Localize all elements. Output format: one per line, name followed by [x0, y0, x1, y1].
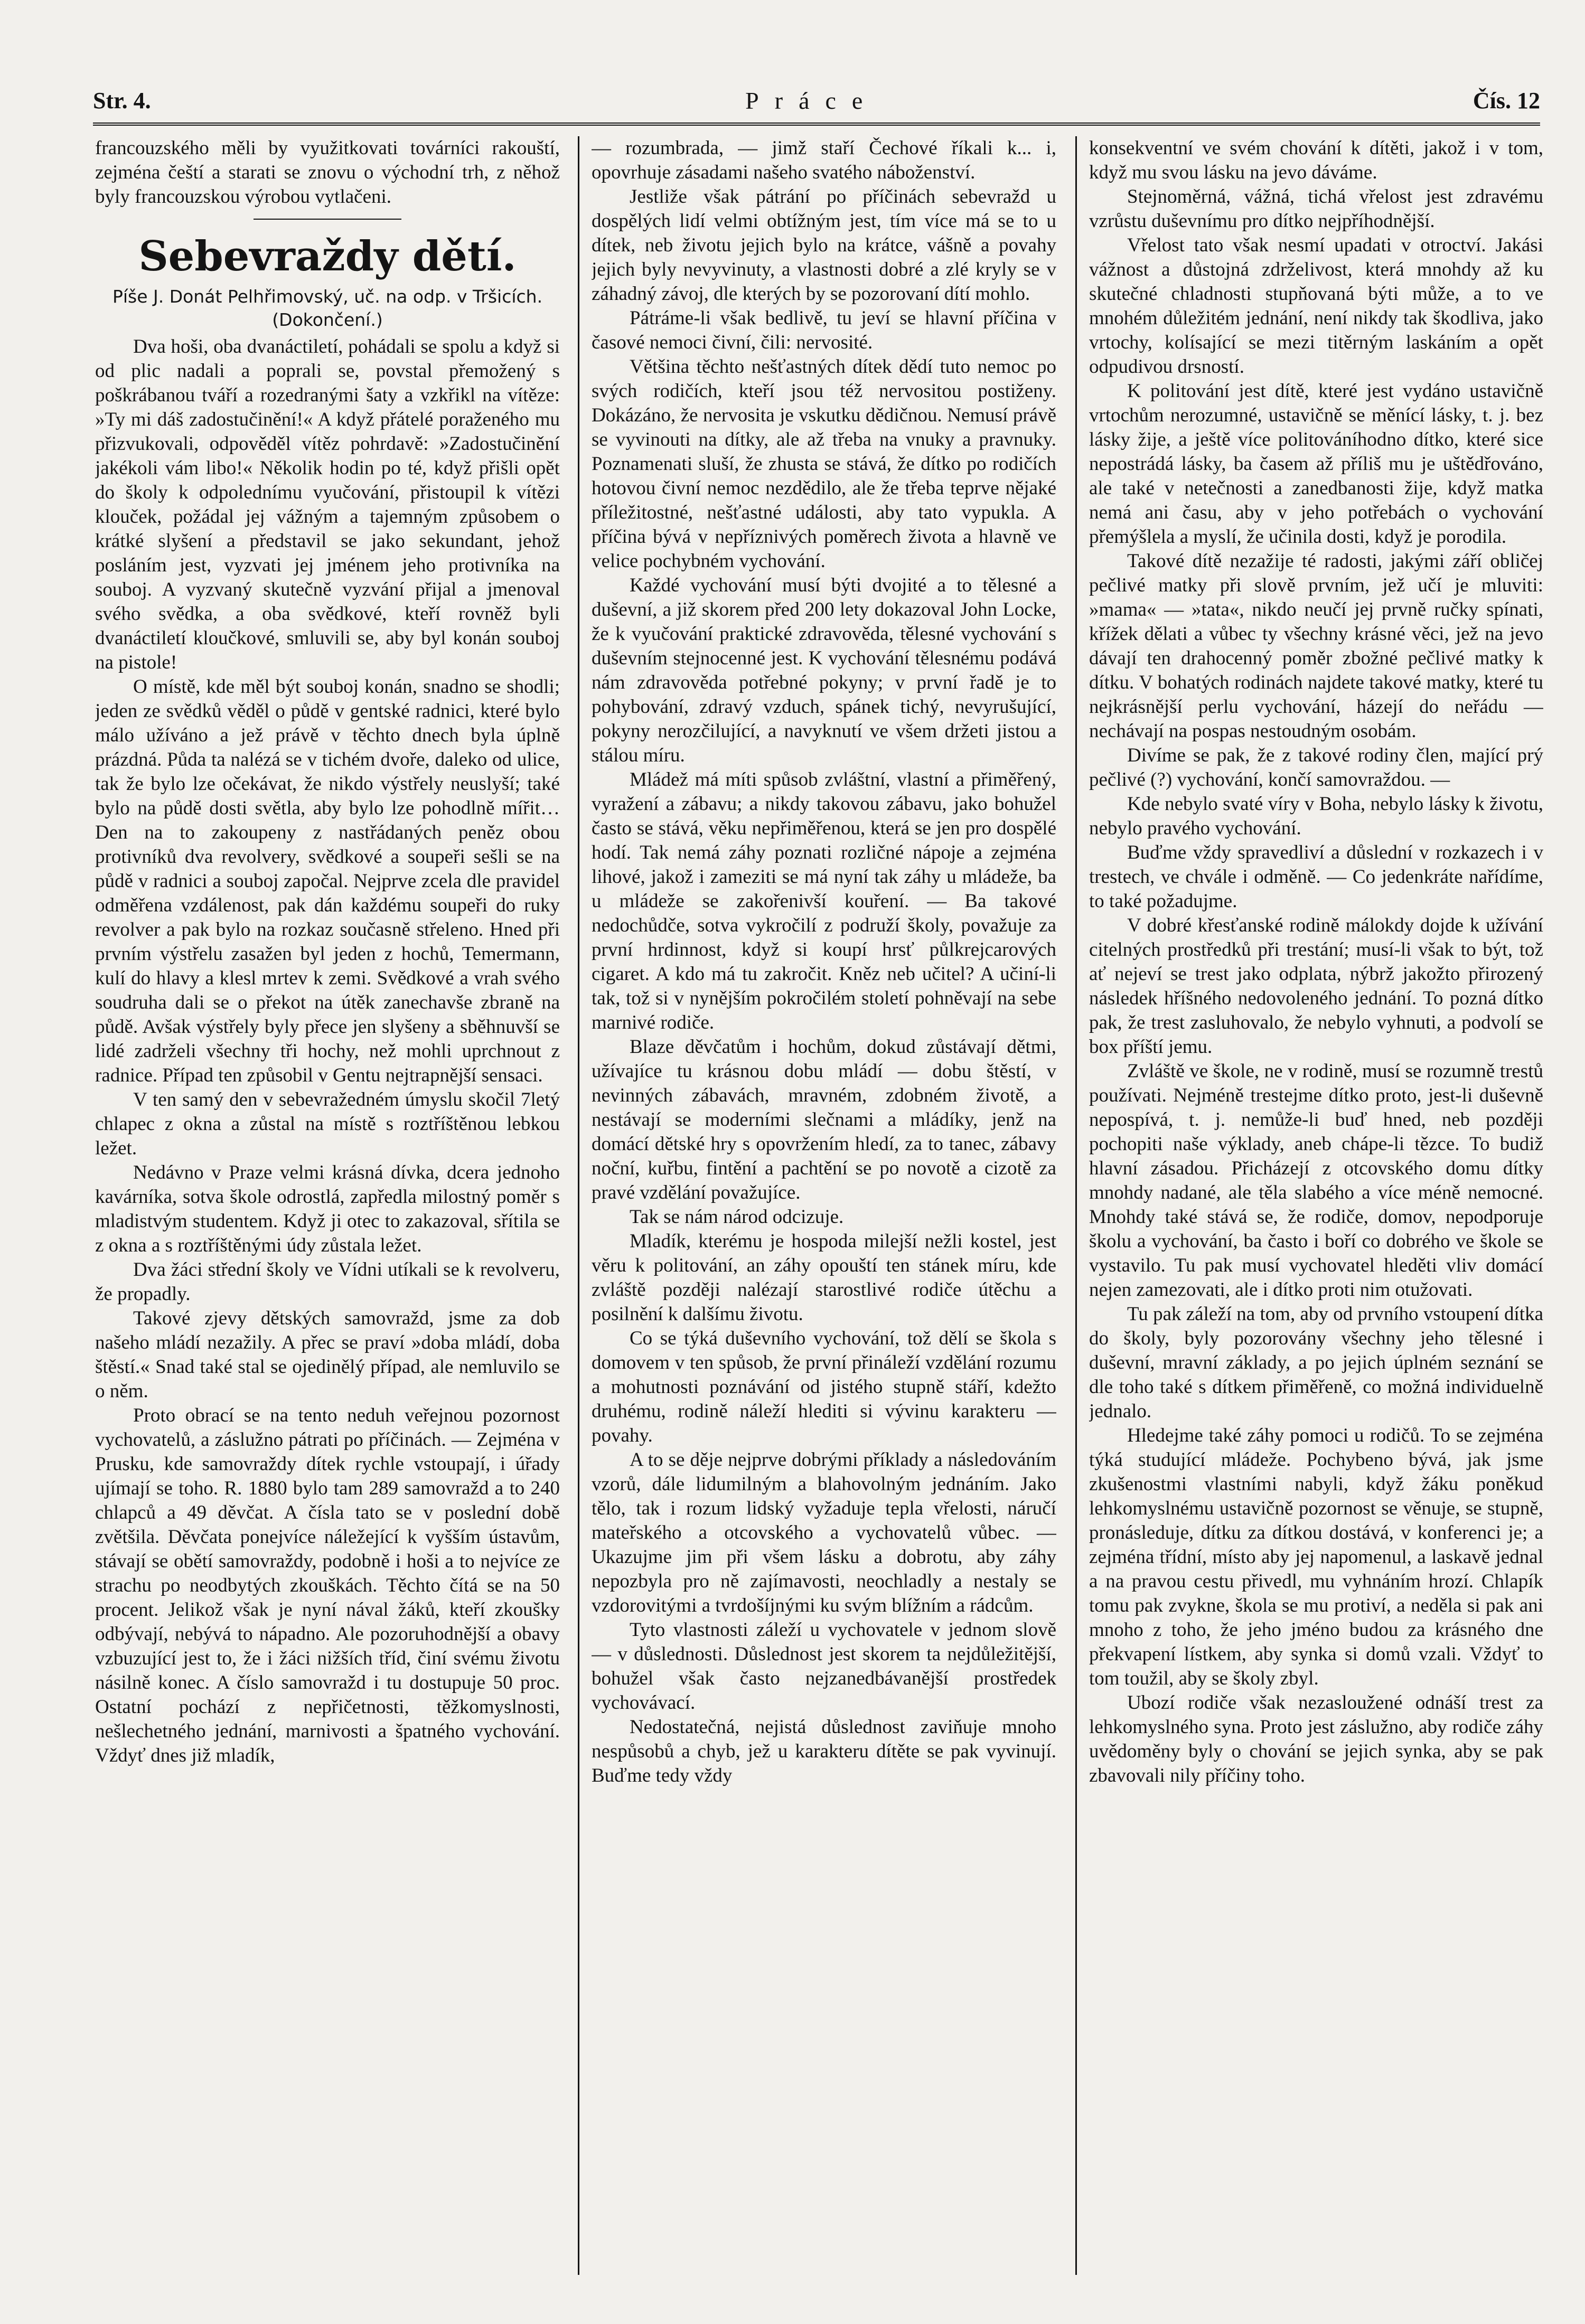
paragraph: Mládež má míti spůsob zvláštní, vlastní a přiměřený, vyražení a zábavu; a nikdy takovou zábavu, jako bohužel často se stává, věku nepřiměřenou, která se jen pro dospělé hodí. Tak nemá záhy poznati rozličné nápoje a zejména lihové, jakož i zameziti se má nyní tak záhy u mládeže, ba u mládeže se zakořenivší kouření. — Ba takové nedochůdče, sotva vykročilí z podruží školy, považuje za první hrdinnost, když si koupí hrsť půlkrejcarových cigaret. A kdo má tu zakročit. Kněz neb učitel? A učiní-li tak, tož si v nynějším pokročilém století pohněvají na sebe marnivé rodiče. [592, 769, 1056, 1033]
paragraph: Jestliže však pátrání po příčinách sebevražd u dospělých lidí velmi obtížným jest, tím více má se to u dítek, neb životu jejich bylo na krátce, vášně a povahy jejich byly nevyvinuty, a vlastnosti dobré a zlé kryly se v záhadný závoj, dle kterých by se pozorovaní dítí mohlo. [592, 186, 1056, 305]
newspaper-title: Práce [745, 87, 879, 114]
paragraph: Takové zjevy dětských samovražd, jsme za dob našeho mládí nezažily. A přec se praví »doba mládí, doba štěstí.« Snad také stal se ojedinělý případ, ale nemluvilo se o něm. [95, 1307, 560, 1402]
article-separator [254, 219, 401, 220]
paragraph: Dva žáci střední školy ve Vídni utíkali se k revolveru, že propadly. [95, 1259, 560, 1305]
paragraph: Divíme se pak, že z takové rodiny člen, mající prý pečlivé (?) vychování, končí samovraždou. — [1089, 745, 1543, 791]
paragraph: Nedávno v Praze velmi krásná dívka, dcera jednoho kavárníka, sotva škole odrostlá, zapředla milostný poměr s mladistvým studentem. Když ji otec to zakazoval, sřítila se z okna a s roztříštěnými údy zůstala ležet. [95, 1162, 560, 1256]
paragraph: Pátráme-li však bedlivě, tu jeví se hlavní příčina v časové nemoci čivní, čili: nervosité. [592, 307, 1056, 353]
paragraph: Proto obrací se na tento neduh veřejnou pozornost vychovatelů, a záslužno pátrati po příčinách. — Zejména v Prusku, kde samovraždy dítek rychle vstoupají, i úřady ujímají se toho. R. 1880 bylo tam 289 samovražd a to 240 chlapců a 49 děvčat. A čísla tato se v poslední době zvětšila. Děvčata ponejvíce náležející k vyšším ústavům, stávají se obětí samovraždy, podobně i hoši a to nejvíce ze strachu po neodbytých zkouškách. Těchto čítá se na 50 procent. Jelikož však je nyní nával žáků, kteří zkoušky odbývají, nebývá to nápadno. Ale pozoruhodnější a obavy vzbuzující jest to, že i žáci nižších tříd, činí svému životu násilně konec. A číslo samovražd i tu dostupuje 50 proc. Ostatní pochází z nepřičetnosti, těžkomyslnosti, nešlechetného jednání, marnivosti a špatného vychování. Vždyť dnes již mladík, [95, 1405, 560, 1766]
paragraph: A to se děje nejprve dobrými příklady a následováním vzorů, dále lidumilným a blahovolným jednáním. Jako tělo, tak i rozum lidský vyžaduje tepla vřelosti, náručí mateřského a otcovského a vychovatelů vůbec. — Ukazujme jim při všem lásku a dobrotu, aby záhy nepozbyla pro ně zajímavosti, neochladly a nestaly se vzdorovitými a tvrdošíjnými ku svým blížním a rádcům. [592, 1449, 1056, 1616]
page-number: Str. 4. [93, 87, 151, 114]
paragraph: Vřelost tato však nesmí upadati v otroctví. Jakási vážnost a důstojná zdrželivost, která mnohdy až ku skutečné chladnosti stupňovaná býti může, a to ve mnohém důležitém jednání, není nikdy tak škodliva, jako vrtochy, kolísající se mezi titěrným laskáním a opět odpudivou drsností. [1089, 234, 1543, 378]
paragraph: Nedostatečná, nejistá důslednost zaviňuje mnoho nespůsobů a chyb, jež u karakteru dítěte se pak vyvinují. Buďme tedy vždy [592, 1716, 1056, 1786]
paragraph: Stejnoměrná, vážná, tichá vřelost jest zdravému vzrůstu duševnímu pro dítko nejpříhodnější. [1089, 186, 1543, 232]
issue-number: Čís. 12 [1473, 87, 1540, 114]
paragraph: konsekventní ve svém chování k dítěti, jakož i v tom, když mu svou lásku na jevo dáváme. [1089, 137, 1543, 183]
column-1 [95, 136, 560, 2280]
paragraph: Tyto vlastnosti záleží u vychovatele v jednom slově — v důslednosti. Důslednost jest skorem ta nejdůležitější, bohužel však často nejzanedbávanější prostředek vychovávací. [592, 1619, 1056, 1714]
column-divider [578, 136, 579, 2275]
column-2 [592, 136, 1056, 2280]
article-byline: Píše J. Donát Pelhřimovský, uč. na odp. v Tršicích. [112, 286, 543, 307]
intro-paragraph: francouzského měli by využitkovati továrníci rakouští, zejména čeští a starati se znovu o východní trh, z něhož byly francouzskou výrobou vytlačeni. [95, 137, 560, 208]
column-3 [1089, 136, 1543, 2280]
paragraph: Každé vychování musí býti dvojité a to tělesné a duševní, a již skorem před 200 lety dokazoval John Locke, že k vyučování praktické zdravověda, tělesné vychování s duševním stejnocenné jest. K vychování tělesnému podává nám zdravověda potřebné pokyny; v první řadě je to pohybování, zdravý vzduch, spánek tichý, nevyrušující, pokyny nerozčilující, a navyknutí ve všem držeti jistou a stálou míru. [592, 575, 1056, 766]
paragraph: Ubozí rodiče však nezasloužené odnáší trest za lehkomyslného syna. Proto jest záslužno, aby rodiče záhy uvědoměny byly o chování se jejich synka, aby se pak zbavovali nily příčiny toho. [1089, 1692, 1543, 1786]
paragraph: Buďme vždy spravedliví a důslední v rozkazech i v trestech, ve chvále i odměně. — Co jedenkráte nařídíme, to také požadujme. [1089, 842, 1543, 912]
paragraph: Kde nebylo svaté víry v Boha, nebylo lásky k životu, nebylo pravého vychování. [1089, 793, 1543, 839]
paragraph: V ten samý den v sebevražedném úmyslu skočil 7letý chlapec z okna a zůstal na místě s roztříštěnou lebkou ležet. [95, 1089, 560, 1159]
paragraph: Co se týká duševního vychování, tož dělí se škola s domovem v ten spůsob, že první přináleží vzdělání rozumu a mohutnosti poznávání od jistého stupně stáří, kdežto druhému, rodině náleží hlediti si vývinu karakteru — povahy. [592, 1328, 1056, 1446]
paragraph: Tak se nám národ odcizuje. [630, 1206, 844, 1228]
page-header [93, 79, 1540, 121]
continuation-note: (Dokončení.) [272, 309, 383, 330]
header-rule [93, 123, 1540, 126]
paragraph: Takové dítě nezažije té radosti, jakými září obličej pečlivé matky při slově prvním, jež učí je mluviti: »mama« — »tata«, nikdo neučí jej prvně ručky spínati, křížek dělati a vůbec ty všechny krásné věci, jež na jevo dávají ten drahocenný poměr zbožné pečlivé matky k dítku. V bohatých rodinách najdete takové matky, které tu nejkrásnější perlu vychování, házejí do neřádu — nechávají na pospas nestoudným osobám. [1089, 550, 1543, 742]
paragraph: Zvláště ve škole, ne v rodině, musí se rozumně trestů používati. Nejméně trestejme dítko proto, jest-li duševně nepospívá, t. j. nemůže-li buď hned, neb později pochopiti naše výklady, aneb chápe-li tězce. To budiž hlavní zásadou. Přicházejí z otcovského domu dítky mnohdy nadané, ale těla slabého a více méně nemocné. Mnohdy také stává se, že rodiče, domov, nepodporuje školu a vychování, ba často i boří co dobrého ve škole se vystavilo. Tu pak musí vychovatel hleděti vliv domácí nejen zamezovati, ale i dítko proti nim otužovati. [1089, 1060, 1543, 1301]
paragraph: Tu pak záleží na tom, aby od prvního vstoupení dítka do školy, byly pozorovány všechny jeho tělesné i duševní, mravní základy, a po jejich úplném seznání se dle toho také s dítkem přiměřeně, co možná individuelně jednalo. [1089, 1303, 1543, 1422]
paragraph: — rozumbrada, — jimž staří Čechové říkali k... i, opovrhuje zásadami našeho svatého náboženství. [592, 137, 1056, 183]
article-title: Sebevraždy dětí. [138, 232, 517, 280]
paragraph: Dva hoši, oba dvanáctiletí, pohádali se spolu a když si od plic nadali a poprali se, povstal přemožený s poškrábanou tváří a rozedranými šaty a vzkřikl na vítěze: »Ty mi dáš zadostučinění!« A když přátelé poraženého mu přizvukovali, odpověděl vítěz pohrdavě: »Zadostučinění jakékoli vám libo!« Několik hodin po té, když přišli opět do školy k odpolednímu vyučování, přistoupil k vítězi klouček, požádal jej vážným a tajemným způsobem o krátké slyšení a představil se jako sekundant, jehož posláním jest, vyzvati jej jménem jeho protivníka na souboj. A vyzvaný skutečně vyzvání přijal a jmenoval svého svědka, a oba svědkové, kteří rovněž byli dvanáctiletí kloučkové, smluvili se, aby byl konán souboj na pistole! [95, 336, 560, 673]
paragraph: Mladík, kterému je hospoda milejší nežli kostel, jest věru k politování, an záhy opouští ten stánek míru, kde zvláště později nalézají starostlivé rodiče útěchu a posilnění k dalšímu životu. [592, 1230, 1056, 1325]
paragraph: K politování jest dítě, které jest vydáno ustavičně vrtochům nerozumné, ustavičně se měnící lásky, t. j. bez lásky žije, a ještě více politováníhodno dítko, které sice nepostrádá lásky, ba časem až příliš mu je uštědřováno, ale také v netečnosti a zanedbanosti žije, když matka nemá ani času, aby v jeho potřebách o vychování přemýšlela a myslí, že učinila dosti, když je porodila. [1089, 380, 1543, 548]
column-divider [1075, 136, 1077, 2275]
paragraph: V dobré křesťanské rodině málokdy dojde k užívání citelných prostředků při trestání; musí-li však to být, tož ať nejeví se trest jako odplata, nýbrž jakožto přirozený následek hříšného nedovoleného jednání. To pozná dítko pak, že trest zasluhovalo, že nebylo vyhnuti, a podvolí se box příští jemu. [1089, 915, 1543, 1058]
paragraph: Hledejme také záhy pomoci u rodičů. To se zejména týká studující mládeže. Pochybeno bývá, jak jsme zkušenostmi vlastními nabyli, když žáku poněkud lehkomyslnému ustavičně pozornost se věnuje, se stupně, pronásleduje, dítku za dítkou dostává, v konferenci je; a zejména třídní, místo aby jej napomenul, a laskavě jednal a na pravou cestu přivedl, mu vyhnáním hrozí. Chlapík tomu pak zvykne, škola se mu protiví, a neděla si pak ani mnoho z toho, že jeho jméno budou za krásného dne překvapení lístkem, aby synka si domů vzali. Vždyť to tom toužil, aby se školy zbyl. [1089, 1425, 1543, 1689]
paragraph: Blaze děvčatům i hochům, dokud zůstávají dětmi, užívajíce tu krásnou dobu mládí — dobu štěstí, v nevinných zábavách, mravném, zdobném životě, a nestávají se moderními slečnami a mládíky, jenž na domácí dětské hry s opovržením hledí, za to tanec, zábavy noční, kuřbu, fintění a pachtění se po novotě a cizotě za pravé vzdělání považujíce. [592, 1036, 1056, 1203]
paragraph: O místě, kde měl být souboj konán, snadno se shodli; jeden ze svědků věděl o půdě v gentské radnici, které bylo málo užíváno a jež právě v těchto dnech byla úplně prázdná. Půda ta nalézá se v tichém dvoře, daleko od ulice, tak že bylo lze očekávat, že nikdo výstřely neuslyší; také bylo na půdě dosti světla, aby bylo lze pohodlně mířit… Den na to zakoupeny z nastřádaných peněz obou protivníků dva revolvery, svědkové a soupeři sešli se na půdě v radnici a souboj započal. Nejprve zcela dle pravidel odměřena vzdálenost, pak dán každému soupeři do ruky revolver a pak bylo na rozkaz současně střeleno. Hned při prvním výstřelu zasažen byl jeden z hochů, Temermann, kulí do hlavy a klesl mrtev k zemi. Svědkové a vrah svého soudruha dali se o překot na útěk zanechavše zbraně na půdě. Avšak výstřely byly přece jen slyšeny a sběhnuvší se lidé zadrželi všechny tři hochy, než mohli uprchnout z radnice. Případ ten způsobil v Gentu nejtrapnější sensaci. [95, 676, 560, 1086]
paragraph: Většina těchto nešťastných dítek dědí tuto nemoc po svých rodičích, kteří jsou též nervositou postiženy. Dokázáno, že nervosita je vskutku dědičnou. Nemusí právě se vyvinouti na dítky, ale až třeba na vnuky a pravnuky. Poznamenati sluší, že zhusta se stává, že dítko po rodičích hotovou čivní nemoc nezdědilo, ale že třeba teprve nějaké příležitostné, nešťastné události, aby tato vypukla. A příčina bývá v nepříznivých poměrech života a hlavně ve velice pochybném vychování. [592, 356, 1056, 572]
